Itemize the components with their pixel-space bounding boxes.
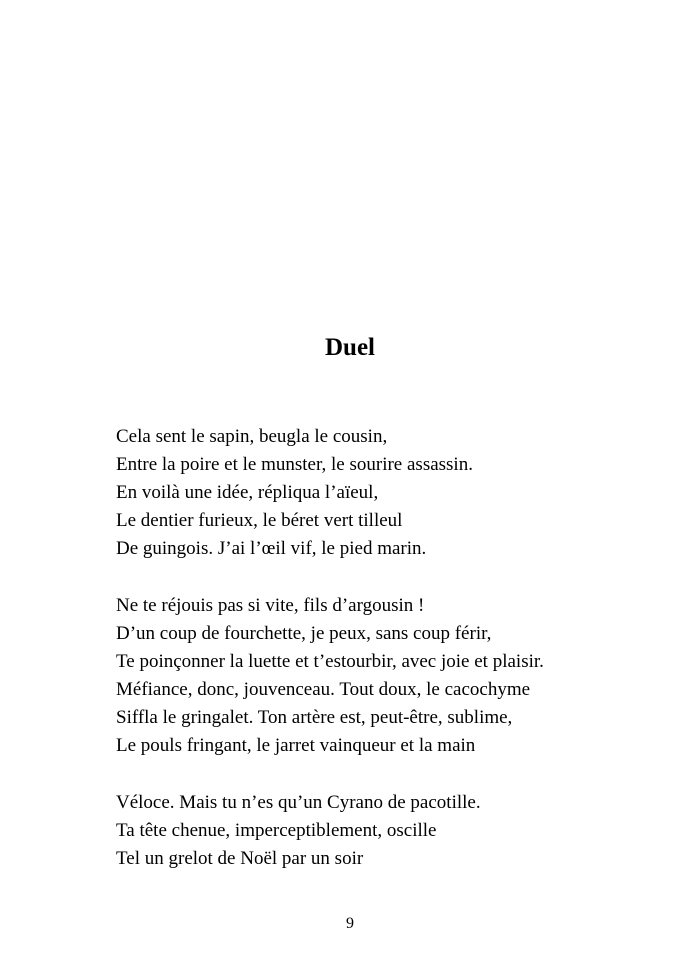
poem-line: Tel un grelot de Noël par un soir — [116, 848, 364, 869]
poem-line: Ne te réjouis pas si vite, fils d’argousin ! — [116, 595, 425, 616]
poem-title: Duel — [325, 334, 375, 361]
poem-line: Te poinçonner la luette et t’estourbir, avec joie et plaisir. — [116, 651, 544, 672]
poem-line: En voilà une idée, répliqua l’aïeul, — [116, 482, 379, 503]
stanza-2 — [116, 592, 686, 760]
poem-line: Le pouls fringant, le jarret vainqueur et la main — [116, 735, 476, 756]
poem-line: Entre la poire et le munster, le sourire assassin. — [116, 454, 473, 475]
poem-line: De guingois. J’ai l’œil vif, le pied marin. — [116, 538, 427, 559]
poem-line: Cela sent le sapin, beugla le cousin, — [116, 426, 388, 447]
page-number: 9 — [346, 915, 354, 932]
stanza-3 — [116, 789, 686, 873]
poem-line: Siffla le gringalet. Ton artère est, peut-être, sublime, — [116, 707, 513, 728]
poem-line: Méfiance, donc, jouvenceau. Tout doux, le cacochyme — [116, 679, 531, 700]
poem-line: Véloce. Mais tu n’es qu’un Cyrano de pacotille. — [116, 792, 481, 813]
poem-line: Le dentier furieux, le béret vert tilleul — [116, 510, 403, 531]
poem-line: D’un coup de fourchette, je peux, sans coup férir, — [116, 623, 492, 644]
poem-line: Ta tête chenue, imperceptiblement, oscille — [116, 820, 437, 841]
stanza-1 — [116, 423, 686, 563]
poem-body — [116, 423, 686, 902]
